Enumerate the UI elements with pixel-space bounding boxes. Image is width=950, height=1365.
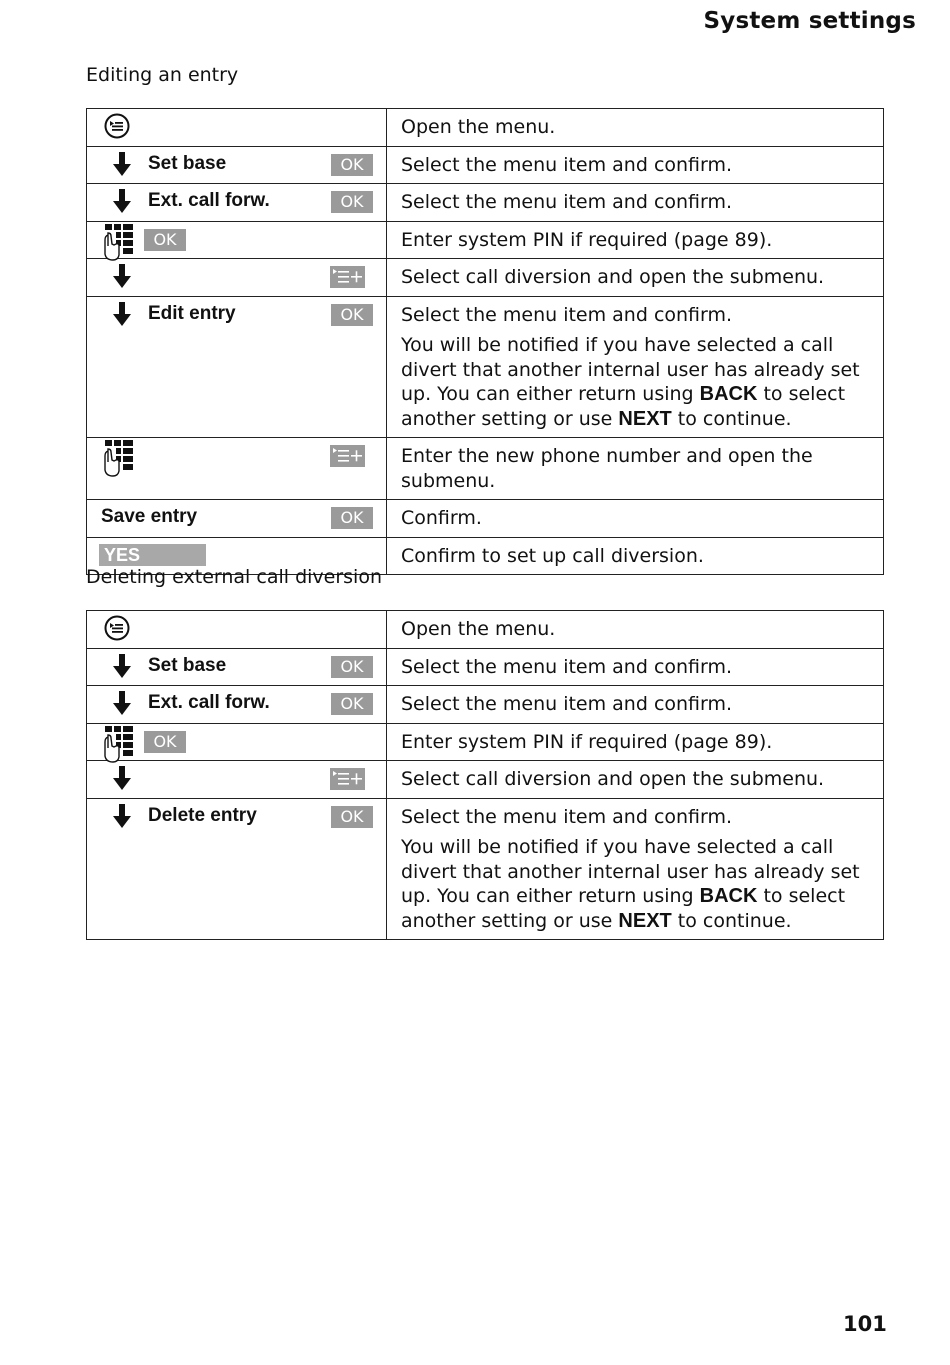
step-description: Enter system PIN if required (page 89). bbox=[387, 221, 884, 259]
down-arrow-icon bbox=[113, 654, 131, 678]
down-arrow-icon bbox=[113, 189, 131, 213]
menu-item-label: Edit entry bbox=[148, 302, 236, 324]
ok-softkey: OK bbox=[144, 731, 186, 753]
submenu-icon bbox=[330, 445, 365, 467]
table-row bbox=[87, 723, 884, 761]
yes-softkey: YES bbox=[99, 544, 206, 566]
page-number: 101 bbox=[843, 1312, 887, 1336]
submenu-icon bbox=[330, 768, 365, 790]
keypad-icon bbox=[103, 224, 137, 262]
step-note: You will be notified if you have selected a call divert that another internal user has already set up. You can either return using BACK to select another setting or use NEXT to continue. bbox=[401, 334, 860, 430]
step-description: Select the menu item and confirm. bbox=[387, 184, 884, 222]
table-row bbox=[87, 500, 884, 538]
ok-softkey: OK bbox=[331, 304, 373, 326]
down-arrow-icon bbox=[113, 302, 131, 326]
menu-item-label: Set base bbox=[148, 654, 227, 676]
step-description: Select the menu item and confirm. bbox=[387, 146, 884, 184]
step-description: Select the menu item and confirm. bbox=[401, 805, 733, 828]
submenu-icon bbox=[330, 266, 365, 288]
down-arrow-icon bbox=[113, 152, 131, 176]
table-row bbox=[87, 798, 884, 940]
table-row bbox=[87, 648, 884, 686]
page-header-title: System settings bbox=[703, 8, 916, 34]
table-row bbox=[87, 438, 884, 500]
step-description: Select the menu item and confirm. bbox=[401, 303, 733, 326]
step-description: Select call diversion and open the submenu. bbox=[387, 259, 884, 297]
ok-softkey: OK bbox=[331, 507, 373, 529]
section-heading-deleting: Deleting external call diversion bbox=[86, 566, 382, 588]
table-row bbox=[87, 686, 884, 724]
down-arrow-icon bbox=[113, 766, 131, 790]
menu-item-label: Set base bbox=[148, 152, 227, 174]
menu-icon bbox=[104, 615, 130, 641]
down-arrow-icon bbox=[113, 264, 131, 288]
step-description: Confirm. bbox=[387, 500, 884, 538]
step-description: Open the menu. bbox=[387, 109, 884, 147]
editing-steps-table bbox=[86, 108, 884, 575]
menu-item-label: Ext. call forw. bbox=[148, 190, 270, 211]
menu-icon bbox=[104, 113, 130, 139]
ok-softkey: OK bbox=[331, 656, 373, 678]
table-row bbox=[87, 296, 884, 438]
table-row bbox=[87, 109, 884, 147]
step-description: Open the menu. bbox=[387, 611, 884, 649]
ok-softkey: OK bbox=[331, 154, 373, 176]
step-description: Select the menu item and confirm. bbox=[387, 648, 884, 686]
step-note: You will be notified if you have selected a call divert that another internal user has already set up. You can either return using BACK to select another setting or use NEXT to continue. bbox=[401, 836, 860, 932]
step-description: Confirm to set up call diversion. bbox=[387, 537, 884, 575]
table-row bbox=[87, 146, 884, 184]
down-arrow-icon bbox=[113, 691, 131, 715]
step-description: Enter the new phone number and open the submenu. bbox=[387, 438, 884, 500]
menu-item-label: Save entry bbox=[101, 506, 198, 527]
keypad-icon bbox=[103, 440, 137, 478]
table-row bbox=[87, 611, 884, 649]
step-description: Select call diversion and open the submenu. bbox=[387, 761, 884, 799]
down-arrow-icon bbox=[113, 804, 131, 828]
next-key-label: NEXT bbox=[618, 407, 672, 430]
table-row bbox=[87, 761, 884, 799]
section-heading-editing: Editing an entry bbox=[86, 64, 239, 86]
deleting-steps-table bbox=[86, 610, 884, 940]
ok-softkey: OK bbox=[331, 191, 373, 213]
step-description: Enter system PIN if required (page 89). bbox=[387, 723, 884, 761]
table-row bbox=[87, 221, 884, 259]
ok-softkey: OK bbox=[331, 806, 373, 828]
table-row bbox=[87, 184, 884, 222]
keypad-icon bbox=[103, 726, 137, 764]
next-key-label: NEXT bbox=[618, 909, 672, 932]
menu-item-label: Ext. call forw. bbox=[148, 692, 270, 713]
step-description: Select the menu item and confirm. bbox=[387, 686, 884, 724]
menu-item-label: Delete entry bbox=[148, 804, 257, 826]
table-row bbox=[87, 259, 884, 297]
ok-softkey: OK bbox=[331, 693, 373, 715]
back-key-label: BACK bbox=[699, 885, 758, 907]
back-key-label: BACK bbox=[699, 383, 758, 405]
ok-softkey: OK bbox=[144, 229, 186, 251]
